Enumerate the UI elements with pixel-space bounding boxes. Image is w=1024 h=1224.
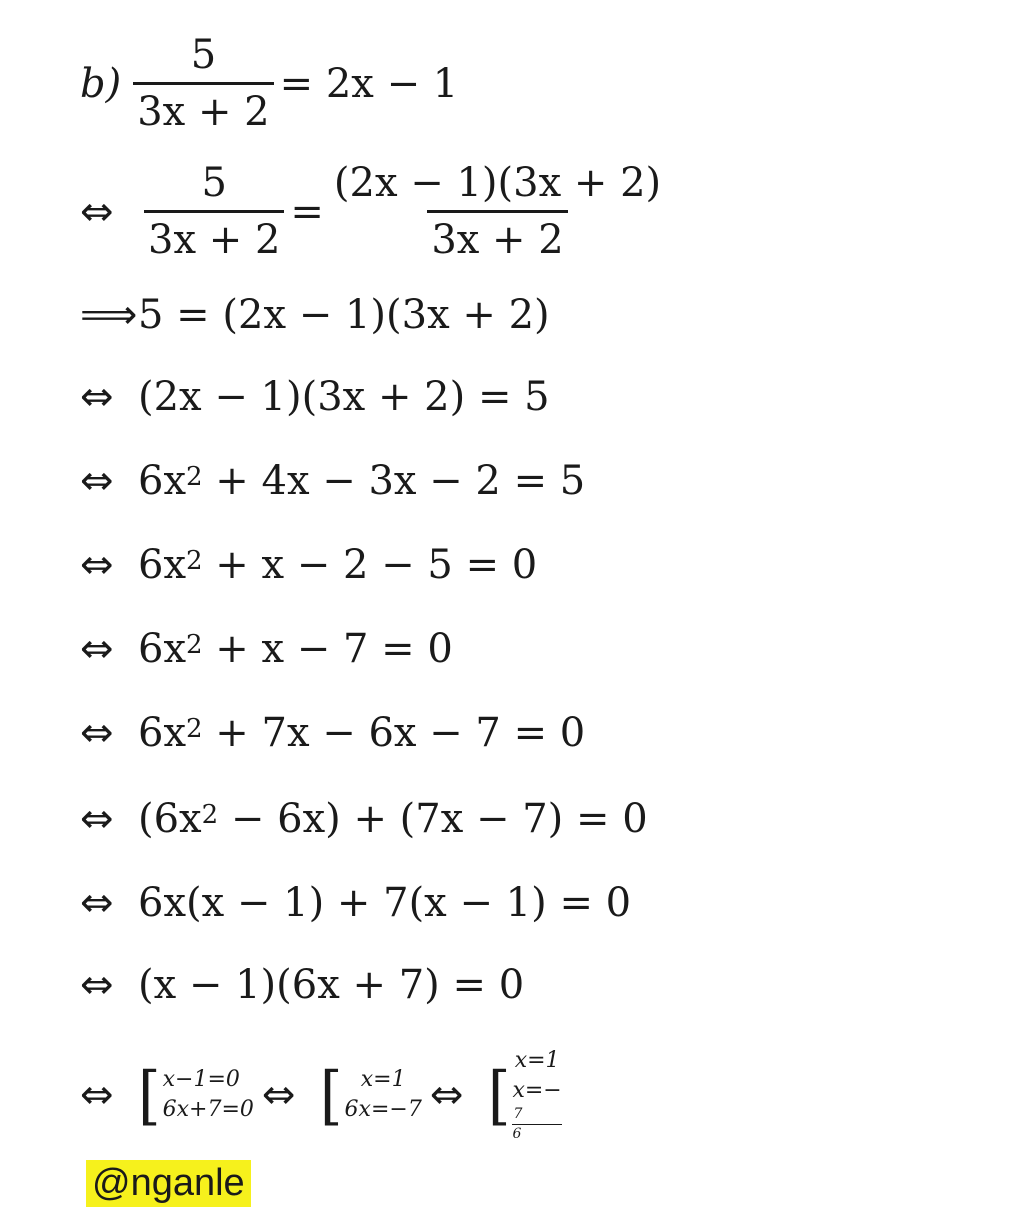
equation-line-6 <box>80 542 537 588</box>
equation-line-4 <box>80 374 550 420</box>
term: (6x <box>138 796 202 842</box>
numerator: 5 <box>190 32 217 78</box>
equivalence-symbol: ⇔ <box>80 626 114 672</box>
equivalence-symbol: ⇔ <box>261 1072 296 1119</box>
expression: (2x − 1)(3x + 2) = 5 <box>138 374 550 420</box>
equivalence-symbol: ⇔ <box>80 710 114 756</box>
system-row-top: x−1=0 <box>162 1067 240 1093</box>
expression-rest: − 6x) + (7x − 7) = 0 <box>218 796 648 842</box>
denominator: 3x + 2 <box>427 210 567 263</box>
expression: 6x(x − 1) + 7(x − 1) = 0 <box>138 880 632 926</box>
equation-line-8 <box>80 710 585 756</box>
system-row-bottom <box>512 1076 561 1144</box>
fraction-right <box>330 160 665 263</box>
expression-rest: + 7x − 6x − 7 = 0 <box>202 710 586 756</box>
expression-rest: + 4x − 3x − 2 = 5 <box>202 458 586 504</box>
denominator: 3x + 2 <box>144 210 284 263</box>
system-row-top: x=1 <box>360 1067 406 1093</box>
denominator: 3x + 2 <box>133 82 273 135</box>
small-fraction-num: 7 <box>512 1105 561 1125</box>
expression-rest: + x − 7 = 0 <box>202 626 453 672</box>
equals-sign: = <box>290 188 324 235</box>
bracket: [ <box>487 1057 511 1133</box>
term: 6x <box>138 542 187 588</box>
equivalence-symbol: ⇔ <box>80 458 114 504</box>
equation-line-11 <box>80 962 524 1008</box>
numerator: 5 <box>201 160 227 206</box>
term: 6x <box>138 626 187 672</box>
exponent: 2 <box>186 546 203 576</box>
expression: 5 = (2x − 1)(3x + 2) <box>138 292 550 338</box>
equation-line-12 <box>80 1046 570 1144</box>
fraction <box>133 32 273 135</box>
implies-symbol: ⟹ <box>80 292 138 338</box>
term: 6x <box>138 710 187 756</box>
term: 6x <box>138 458 187 504</box>
exponent: 2 <box>186 630 203 660</box>
equivalence-symbol: ⇔ <box>80 880 114 926</box>
system-1 <box>138 1057 254 1133</box>
equation-line-3 <box>80 292 550 338</box>
equation-line-2 <box>80 160 671 263</box>
equivalence-symbol: ⇔ <box>80 796 114 842</box>
exponent: 2 <box>186 462 203 492</box>
rhs: = 2x − 1 <box>279 60 459 107</box>
equivalence-symbol: ⇔ <box>80 542 114 588</box>
equation-line-10 <box>80 880 631 926</box>
fraction-left <box>144 160 284 263</box>
exponent: 2 <box>186 714 203 744</box>
system-2 <box>319 1057 422 1133</box>
expression: (x − 1)(6x + 7) = 0 <box>138 962 525 1008</box>
equation-line-5 <box>80 458 585 504</box>
system-row-top: x=1 <box>514 1048 560 1073</box>
expression-rest: + x − 2 − 5 = 0 <box>202 542 538 588</box>
equivalence-symbol: ⇔ <box>80 962 114 1008</box>
small-fraction <box>512 1105 561 1144</box>
small-fraction-den: 6 <box>512 1126 522 1143</box>
system-row-bottom-prefix: x=− <box>512 1077 562 1103</box>
equivalence-symbol: ⇔ <box>80 374 114 420</box>
numerator: (2x − 1)(3x + 2) <box>333 160 662 206</box>
part-label: b) <box>80 60 122 107</box>
equivalence-symbol: ⇔ <box>429 1072 464 1119</box>
author-watermark: @nganle <box>86 1160 251 1207</box>
system-row-bottom: 6x+7=0 <box>162 1097 254 1123</box>
bracket: [ <box>319 1057 343 1133</box>
system-3 <box>488 1046 562 1144</box>
equation-line-7 <box>80 626 453 672</box>
system-row-bottom: 6x=−7 <box>344 1097 422 1123</box>
equivalence-symbol: ⇔ <box>80 188 114 235</box>
bracket: [ <box>138 1057 161 1133</box>
equivalence-symbol: ⇔ <box>80 1072 114 1119</box>
equation-line-9 <box>80 796 648 842</box>
exponent: 2 <box>201 800 219 830</box>
equation-line-1 <box>80 32 458 135</box>
